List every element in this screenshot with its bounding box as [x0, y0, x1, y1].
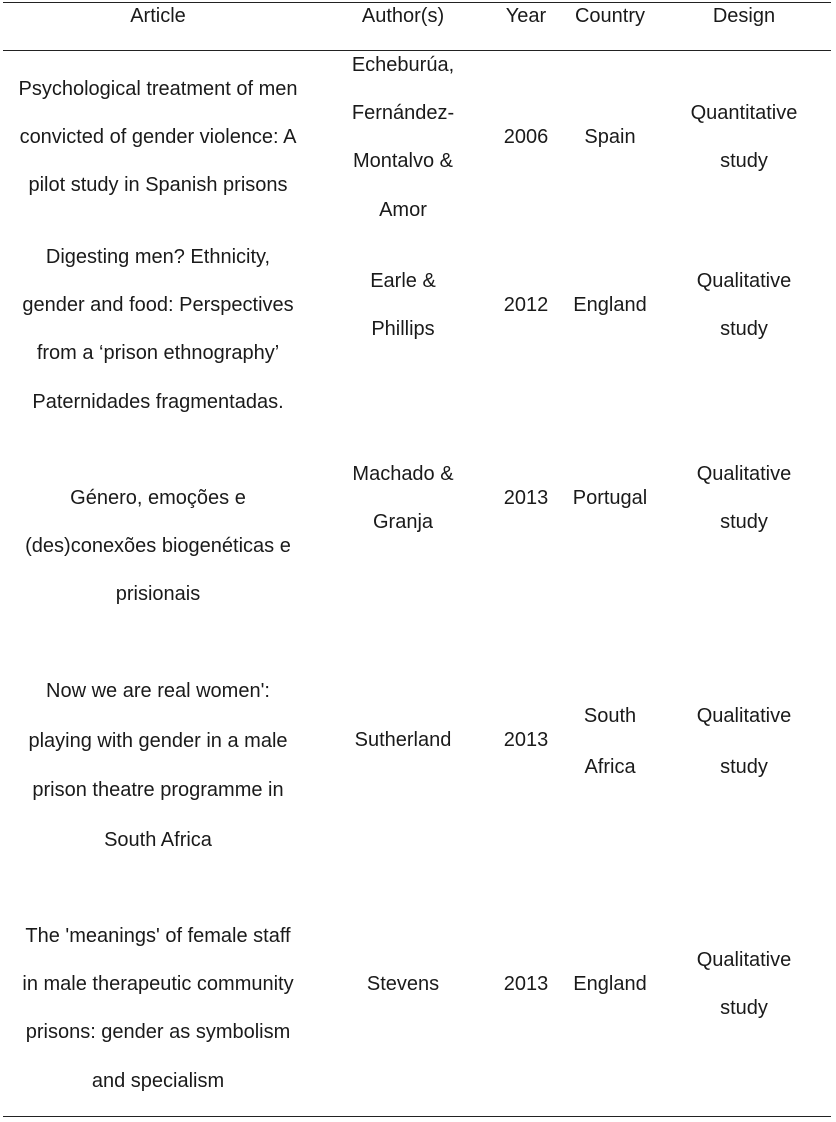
country-cell: England: [573, 294, 647, 316]
year-cell: 2013: [503, 729, 549, 751]
authors-cell: Sutherland: [354, 729, 452, 751]
country-cell: England: [573, 973, 647, 995]
header-design: Design: [712, 5, 776, 27]
design-cell: Qualitative study: [696, 705, 792, 778]
article-cell: The 'meanings' of female staff in male therapeutic community prisons: gender as symbolism and specialism: [22, 925, 294, 1092]
design-cell: Qualitative study: [696, 949, 792, 1020]
bottom-rule: [3, 1116, 831, 1117]
authors-cell: Echeburúa, Fernández- Montalvo & Amor: [351, 54, 455, 221]
year-cell: 2013: [503, 487, 549, 509]
authors-cell: Earle & Phillips: [370, 270, 436, 341]
country-cell: Portugal: [572, 487, 648, 509]
article-cell: Digesting men? Ethnicity, gender and food: Perspectives from a ‘prison ethnography’ Paternidades fragmentadas.: [22, 246, 294, 413]
header-authors: Author(s): [361, 5, 445, 27]
country-cell: Spain: [584, 126, 636, 148]
design-cell: Quantitative study: [690, 102, 798, 173]
authors-cell: Stevens: [366, 973, 440, 995]
design-cell: Qualitative study: [696, 463, 792, 534]
header-year: Year: [505, 5, 547, 27]
country-cell: South Africa: [583, 705, 637, 778]
year-cell: 2013: [503, 973, 549, 995]
article-cell: Now we are real women': playing with gender in a male prison theatre programme in South Africa: [28, 680, 288, 851]
header-article: Article: [130, 5, 186, 27]
authors-cell: Machado & Granja: [352, 463, 454, 534]
article-cell: Psychological treatment of men convicted of gender violence: A pilot study in Spanish prisons: [18, 78, 298, 197]
year-cell: 2012: [503, 294, 549, 316]
design-cell: Qualitative study: [696, 270, 792, 341]
year-cell: 2006: [503, 126, 549, 148]
header-country: Country: [574, 5, 646, 27]
article-cell: Género, emoções e (des)conexões biogenéticas e prisionais: [25, 487, 291, 606]
